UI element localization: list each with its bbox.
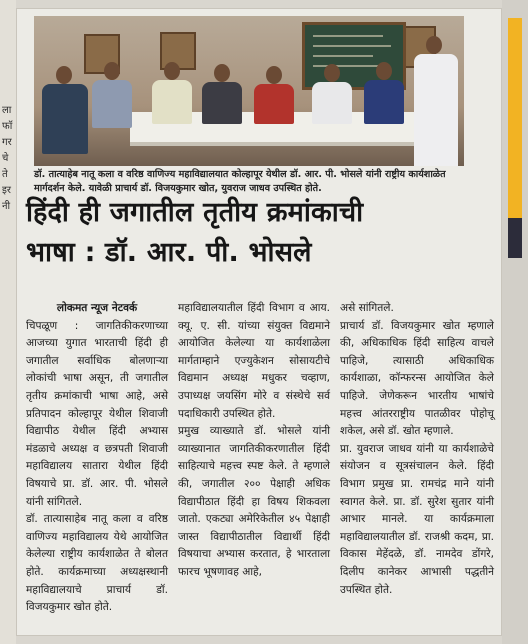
article-paragraph: महाविद्यालयातील हिंदी विभाग व आय. क्यू. ए. सी. यांच्या संयुक्त विद्यमाने आयोजित केलेल्या या कार्यशाळेला मार्गताम्हाने एज्युकेशन सोसायटीचे विद्यमान अध्यक्ष मधुकर चव्हाण, उपाध्यक्ष जयसिंग मोरे व संस्थेचे सर्व पदाधिकारी उपस्थित होते. [178, 302, 330, 420]
article-paragraph: असे सांगितले. [340, 302, 394, 314]
yellow-color-strip [508, 18, 522, 218]
margin-fragment: फॉ [2, 121, 13, 132]
margin-fragment: गर [2, 137, 12, 148]
headline-line-2: भाषा : डॉ. आर. पी. भोसले [26, 237, 312, 268]
headline-line-1: हिंदी ही जगातील तृतीय क्रमांकाची [26, 197, 364, 228]
byline: लोकमत न्यूज नेटवर्क [56, 302, 138, 314]
article-paragraph: प्राचार्य डॉ. विजयकुमार खोत म्हणाले की, अधिकाधिक हिंदी साहित्य वाचले पाहिजे, त्यासाठी अधिकाधिक कार्यशाळा, कॉन्फरन्स आयोजित केले पाहिजे. जेणेकरून भारतीय भाषांचे महत्त्व आंतरराष्ट्रीय पातळीवर पोहोचू शकेल, असे डॉ. खोत म्हणाले. [340, 319, 494, 438]
margin-fragment: इर [2, 185, 11, 196]
margin-fragment: चे [2, 153, 9, 164]
dark-color-strip [508, 218, 522, 258]
article-paragraph: डॉ. तात्यासाहेब नातू कला व वरिष्ठ वाणिज्य महाविद्यालय येथे आयोजित केलेल्या राष्ट्रीय कार्यशाळेत ते बोलत होते. कार्यक्रमाच्या अध्यक्षस्थानी महाविद्यालयाचे प्राचार्य डॉ. विजयकुमार खोत होते. [26, 513, 168, 614]
article-paragraph: चिपळूण : जागतिकीकरणाच्या आजच्या युगात भारताची हिंदी ही जगातील सर्वाधिक बोलणाऱ्या लोकांची भाषा असून, ती जगातील तृतीय क्रमांकाची भाषा आहे, असे प्रतिपादन कोल्हापूर येथील शिवाजी विद्यापीठ येथील हिंदी अभ्यास मंडळाचे अध्यक्ष व छत्रपती शिवाजी महाविद्यालय सातारा येथील हिंदी विषयाचे प्रा. डॉ. आर. पी. भोसले यांनी सांगितले. [26, 319, 168, 508]
photo-caption: डॉ. तात्याहेब नातू कला व वरिष्ठ वाणिज्य महाविद्यालयात कोल्हापूर येथील डॉ. आर. पी. भोसले यांनी राष्ट्रीय कार्यशाळेत मार्गदर्शन केले. यावेळी प्राचार्य डॉ. विजयकुमार खोत, युवराज जाधव उपस्थित होते. [34, 169, 446, 194]
margin-fragment: ला [2, 105, 12, 116]
margin-fragment: ते [2, 169, 8, 180]
event-photo [34, 16, 464, 166]
article-column-2 [178, 300, 330, 582]
adjacent-page-edge [502, 0, 528, 644]
article-paragraph: प्रा. युवराज जाधव यांनी या कार्यशाळेचे संयोजन व सूत्रसंचालन केले. हिंदी विभाग प्रमुख प्रा. रामचंद्र माने यांनी स्वागत केले. प्रा. डॉ. सुरेश सुतार यांनी आभार मानले. या कार्यक्रमाला महाविद्यालयातील डॉ. राजश्री कदम, प्रा. विकास मेहेंदळे, डॉ. नामदेव डोंगरे, दिलीप कानेकर आभासी पद्धतीने उपस्थित होते. [340, 442, 494, 596]
article-paragraph: प्रमुख व्याख्याते डॉ. भोसले यांनी व्याख्यानात जागतिकीकरणातील हिंदी साहित्याचे महत्त्व स्पष्ट केले. ते म्हणाले की, जगातील २०० पेक्षाही अधिक विद्यापीठात हिंदी हा विषय शिकवला जातो. एकट्या अमेरिकेतील ४५ पेक्षाही जास्त विद्यापीठातील विद्यार्थी हिंदी विषयाचा अभ्यास करतात, हे भारताला फारच भूषणावह आहे, [178, 425, 330, 578]
article-column-3 [340, 300, 494, 599]
margin-fragment: नी [2, 201, 11, 212]
article-column-1 [26, 300, 168, 617]
adjacent-page-strip [0, 0, 16, 644]
